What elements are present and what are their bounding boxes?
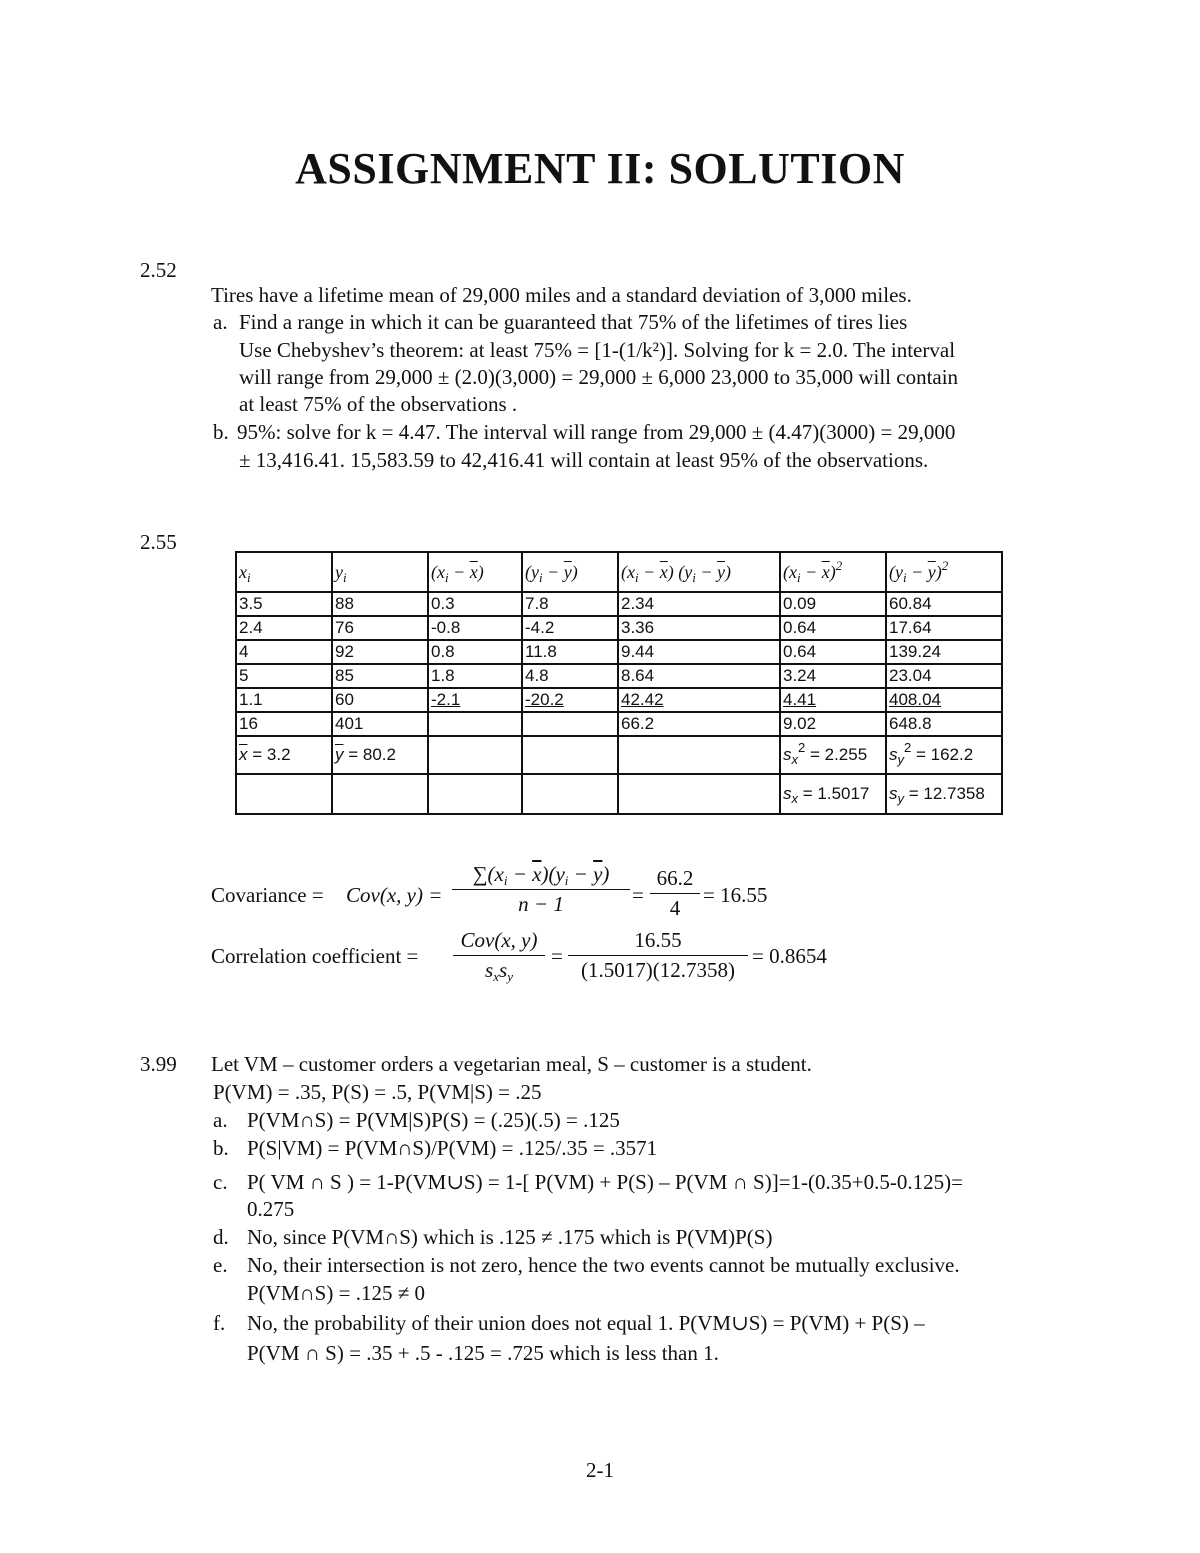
table-cell: 2.4 (236, 616, 332, 640)
part-b-line-1: 95%: solve for k = 4.47. The interval will range from 29,000 ± (4.47)(3000) = 29,000 (237, 420, 956, 444)
covariance-value-denominator: 4 (669, 896, 681, 920)
part-b-answer: P(S|VM) = P(VM∩S)/P(VM) = .125/.35 = .3571 (247, 1136, 658, 1160)
table-cell (428, 712, 522, 736)
table-cell: 1.1 (236, 688, 332, 712)
table-cell: 9.02 (780, 712, 886, 736)
part-b-line-2: ± 13,416.41. 15,583.59 to 42,416.41 will contain at least 95% of the observations. (239, 448, 929, 472)
table-cell: 17.64 (886, 616, 1002, 640)
header-xi: $x_i$ (236, 552, 332, 592)
problem-number-2-52: 2.52 (140, 258, 177, 282)
correlation-fraction (453, 928, 545, 983)
mean-row (236, 736, 1002, 774)
correlation-denominator: $s_xs_y$ (485, 958, 513, 984)
page-title: ASSIGNMENT II: SOLUTION (295, 144, 905, 193)
table-cell: 88 (332, 592, 428, 616)
table-cell: -2.1 (428, 688, 522, 712)
problem-3-99-intro: Let VM – customer orders a vegetarian meal, S – customer is a student. (211, 1052, 812, 1076)
part-e-label: e. (213, 1253, 228, 1277)
table-cell: 5 (236, 664, 332, 688)
table-row (236, 616, 1002, 640)
table-cell: 92 (332, 640, 428, 664)
part-e-answer-line-1: No, their intersection is not zero, hence the two events cannot be mutually exclusive. (247, 1253, 960, 1277)
table-header-row (236, 552, 1002, 592)
correlation-result: = 0.8654 (752, 944, 827, 968)
covariance-result: = 16.55 (703, 883, 768, 907)
table-cell: -20.2 (522, 688, 618, 712)
table-cell: 2.34 (618, 592, 780, 616)
table-cell: 4.8 (522, 664, 618, 688)
table-cell: 401 (332, 712, 428, 736)
equals-sign: = (632, 883, 644, 907)
header-yi: $y_i$ (332, 552, 428, 592)
header-x-dev: $(x_i - \overline{x})$ (428, 552, 522, 592)
covariance-denominator: n − 1 (518, 892, 564, 916)
part-a-line-3: at least 75% of the observations . (239, 392, 518, 416)
header-xy-product: $(x_i - \overline{x}) (y_i - \overline{y})$ (618, 552, 780, 592)
table-cell: 408.04 (886, 688, 1002, 712)
x-variance: $s_x^2 = 2.255$ (780, 736, 886, 774)
part-f-label: f. (213, 1311, 226, 1335)
table-row (236, 592, 1002, 616)
table-cell: 85 (332, 664, 428, 688)
problem-number-2-55: 2.55 (140, 530, 177, 554)
table-cell: 3.24 (780, 664, 886, 688)
table-cell: 3.36 (618, 616, 780, 640)
header-y-dev-sq: $(y_i - \overline{y})^2$ (886, 552, 1002, 592)
part-a-label: a. (213, 1108, 228, 1132)
table-cell: 66.2 (618, 712, 780, 736)
table-cell: 648.8 (886, 712, 1002, 736)
x-sd: $s_x = 1.5017$ (780, 774, 886, 814)
table-cell: 7.8 (522, 592, 618, 616)
table-cell: 9.44 (618, 640, 780, 664)
part-c-answer-line-2: 0.275 (247, 1197, 295, 1221)
part-a-answer: P(VM∩S) = P(VM|S)P(S) = (.25)(.5) = .125 (247, 1108, 620, 1132)
table-cell: 3.5 (236, 592, 332, 616)
y-sd: $s_y = 12.7358$ (886, 774, 1002, 814)
part-b-label: b. (213, 1136, 229, 1160)
table-cell: 11.8 (522, 640, 618, 664)
x-mean: $\overline{x} = 3.2$ (236, 736, 332, 774)
part-a-line-1: Use Chebyshev’s theorem: at least 75% = [1-(1/k²)]. Solving for k = 2.0. The interval (239, 338, 956, 362)
correlation-value-denominator: (1.5017)(12.7358) (581, 958, 735, 982)
table-cell: 1.8 (428, 664, 522, 688)
correlation-numerator: Cov(x, y) (453, 928, 545, 956)
table-cell: 0.3 (428, 592, 522, 616)
table-cell: 23.04 (886, 664, 1002, 688)
table-cell: 16 (236, 712, 332, 736)
y-variance: $s_y^2 = 162.2$ (886, 736, 1002, 774)
table-cell: 139.24 (886, 640, 1002, 664)
correlation-value-numerator: 16.55 (568, 928, 748, 956)
table-cell: 4.41 (780, 688, 886, 712)
table-cell (522, 712, 618, 736)
part-d-answer: No, since P(VM∩S) which is .125 ≠ .175 which is P(VM)P(S) (247, 1225, 773, 1249)
table-cell: 8.64 (618, 664, 780, 688)
covariance-numerator: $\sum(x_i - \overline{x})(y_i - \overline{y})$ (452, 862, 630, 890)
table-cell: 60 (332, 688, 428, 712)
covariance-value-fraction (650, 866, 700, 921)
problem-number-3-99: 3.99 (140, 1052, 177, 1076)
data-table (235, 551, 1003, 815)
part-f-answer-line-1: No, the probability of their union does not equal 1. P(VM∪S) = P(VM) + P(S) – (247, 1311, 925, 1335)
table-cell: -0.8 (428, 616, 522, 640)
covariance-fraction (452, 862, 630, 917)
covariance-expr: Cov(x, y) = (346, 883, 443, 907)
covariance-label: Covariance = (211, 883, 324, 907)
part-b-label: b. (213, 420, 229, 444)
table-cell: 60.84 (886, 592, 1002, 616)
sd-row (236, 774, 1002, 814)
table-cell: 0.09 (780, 592, 886, 616)
page-number: 2-1 (586, 1458, 614, 1482)
header-x-dev-sq: $(x_i - \overline{x})^2$ (780, 552, 886, 592)
covariance-value-numerator: 66.2 (650, 866, 700, 894)
part-d-label: d. (213, 1225, 229, 1249)
correlation-value-fraction (568, 928, 748, 983)
header-y-dev: $(y_i - \overline{y})$ (522, 552, 618, 592)
part-f-answer-line-2: P(VM ∩ S) = .35 + .5 - .125 = .725 which is less than 1. (247, 1341, 719, 1365)
table-cell: 0.64 (780, 616, 886, 640)
table-cell: 4 (236, 640, 332, 664)
table-cell: 76 (332, 616, 428, 640)
part-c-label: c. (213, 1170, 228, 1194)
table-cell: 0.64 (780, 640, 886, 664)
problem-3-99-given: P(VM) = .35, P(S) = .5, P(VM|S) = .25 (213, 1080, 542, 1104)
part-c-answer-line-1: P( VM ∩ S ) = 1-P(VM∪S) = 1-[ P(VM) + P(S) – P(VM ∩ S)]=1-(0.35+0.5-0.125)= (247, 1170, 963, 1194)
part-e-answer-line-2: P(VM∩S) = .125 ≠ 0 (247, 1281, 425, 1305)
table-row (236, 712, 1002, 736)
table-row (236, 688, 1002, 712)
part-a-line-2: will range from 29,000 ± (2.0)(3,000) = 29,000 ± 6,000 23,000 to 35,000 will contain (239, 365, 959, 389)
table-row (236, 640, 1002, 664)
table-cell: 42.42 (618, 688, 780, 712)
correlation-label: Correlation coefficient = (211, 944, 419, 968)
table-cell: -4.2 (522, 616, 618, 640)
table-cell: 0.8 (428, 640, 522, 664)
y-mean: $\overline{y} = 80.2$ (332, 736, 428, 774)
problem-2-52-intro: Tires have a lifetime mean of 29,000 miles and a standard deviation of 3,000 miles. (211, 283, 912, 307)
table-row (236, 664, 1002, 688)
part-a-label: a. (213, 310, 228, 334)
part-a-question: Find a range in which it can be guaranteed that 75% of the lifetimes of tires lies (239, 310, 908, 334)
equals-sign: = (551, 944, 563, 968)
